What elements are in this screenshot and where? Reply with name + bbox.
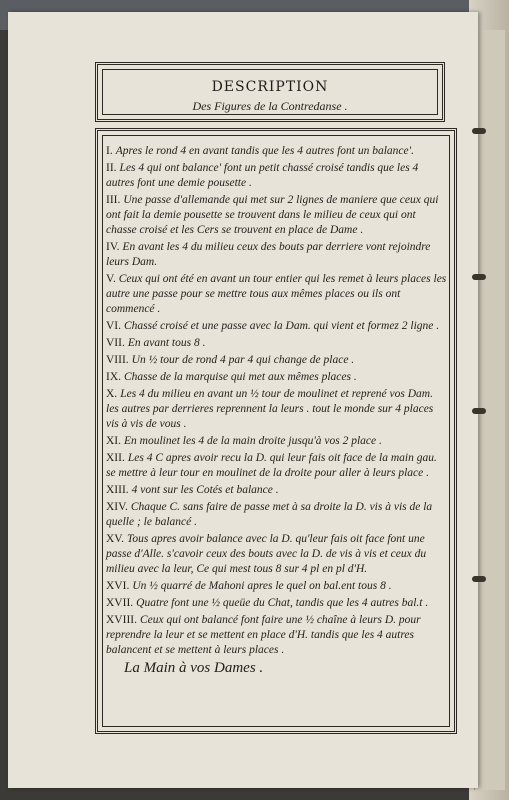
figure-entry: [106, 434, 448, 449]
figure-entry: [106, 532, 448, 577]
figure-entry: [106, 144, 448, 159]
entry-number: XVI.: [106, 580, 130, 592]
figure-entry: [106, 272, 448, 317]
entry-text: Chassé croisé et une passe avec la Dam. qui vient et formez 2 ligne .: [124, 320, 440, 332]
entry-text: En moulinet les 4 de la main droite jusqu'à vos 2 place .: [124, 435, 382, 447]
entry-number: XI.: [106, 435, 122, 447]
figure-list: [106, 144, 448, 677]
figure-entry: [106, 161, 448, 191]
entry-text: Un ½ tour de rond 4 par 4 qui change de place .: [131, 354, 355, 366]
entry-number: XIV.: [106, 501, 128, 513]
entry-number: IV.: [106, 241, 120, 253]
binding-hole: [472, 408, 486, 414]
entry-number: I.: [106, 145, 113, 157]
entry-text: Chaque C. sans faire de passe met à sa droite la D. vis à vis de la quelle ; le balancé .: [106, 501, 433, 528]
figure-entry: [106, 596, 448, 611]
entry-text: Une passe d'allemande qui met sur 2 lignes de maniere que ceux qui ont fait la demie pousette se trouvent dans le milieu de ceux qui ont chasse croisé et les Cers se trouvent en place de Dame .: [106, 194, 439, 236]
entry-text: Apres le rond 4 en avant tandis que les 4 autres font un balance'.: [115, 145, 414, 157]
figure-entry: [106, 500, 448, 530]
page-title: DESCRIPTION: [211, 79, 329, 95]
entry-number: X.: [106, 388, 118, 400]
entry-number: VII.: [106, 337, 125, 349]
entry-text: Quatre font une ½ queüe du Chat, tandis que les 4 autres bal.t .: [136, 597, 429, 609]
entry-number: XV.: [106, 533, 125, 545]
entry-text: En avant les 4 du milieu ceux des bouts par derriere vont rejoindre leurs Dam.: [106, 241, 431, 268]
figure-entry: [106, 319, 448, 334]
binding-hole: [472, 576, 486, 582]
figure-entry: [106, 240, 448, 270]
entry-text: Les 4 du milieu en avant un ½ tour de moulinet et reprené vos Dam. les autres par derrieres reprennent la leurs . tout le monde sur 4 places vis à vis de vous .: [106, 388, 434, 430]
binding-hole: [472, 274, 486, 280]
title-frame: [95, 62, 445, 122]
entry-number: IX.: [106, 371, 122, 383]
entry-number: III.: [106, 194, 121, 206]
page-subtitle: Des Figures de la Contredanse .: [192, 99, 348, 113]
closing-line: La Main à vos Dames .: [124, 660, 264, 676]
entry-number: II.: [106, 162, 117, 174]
entry-text: Tous apres avoir balance avec la D. qu'leur fais oit face font une passe d'Alle. s'cavoir ceux des bouts avec la D. de vis à vis et ceux du milieu avec la leur, Ce qui mest tous 8 sur 4 pl en pl d'H.: [106, 533, 427, 575]
binding-hole: [472, 128, 486, 134]
entry-text: Chasse de la marquise qui met aux mêmes places .: [124, 371, 357, 383]
figure-entry: [106, 353, 448, 368]
figure-entry: [106, 579, 448, 594]
entry-number: V.: [106, 273, 116, 285]
entry-text: 4 vont sur les Cotés et balance .: [131, 484, 279, 496]
entry-text: Les 4 C apres avoir recu la D. qui leur fais oit face de la main gau. se mettre à leur tour en moulinet de la droite pour aller à leurs place .: [106, 452, 437, 479]
entry-number: XII.: [106, 452, 125, 464]
entry-text: Les 4 qui ont balance' font un petit chassé croisé tandis que les 4 autres font une demie pousette .: [106, 162, 419, 189]
figure-entry: [106, 336, 448, 351]
figure-entry: [106, 387, 448, 432]
entry-number: XVII.: [106, 597, 134, 609]
figure-entry: [106, 613, 448, 658]
entry-text: Ceux qui ont été en avant un tour entier qui les remet à leurs places les autre une passe pour se mettre tous aux mêmes places ou ils ont commencé .: [106, 273, 447, 315]
entry-text: Ceux qui ont balancé font faire une ½ chaîne à leurs D. pour reprendre la leur et se mettent en place d'H. tandis que les 4 autres balancent et se mettent à leurs places .: [106, 614, 421, 656]
entry-number: XVIII.: [106, 614, 137, 626]
figure-entry: [106, 451, 448, 481]
entry-text: Un ½ quarré de Mahoni apres le quel on bal.ent tous 8 .: [132, 580, 392, 592]
figure-entry: [106, 193, 448, 238]
entry-number: VI.: [106, 320, 122, 332]
entry-text: En avant tous 8 .: [127, 337, 206, 349]
entry-number: VIII.: [106, 354, 129, 366]
figure-entry: [106, 483, 448, 498]
figure-entry: [106, 370, 448, 385]
entry-number: XIII.: [106, 484, 129, 496]
